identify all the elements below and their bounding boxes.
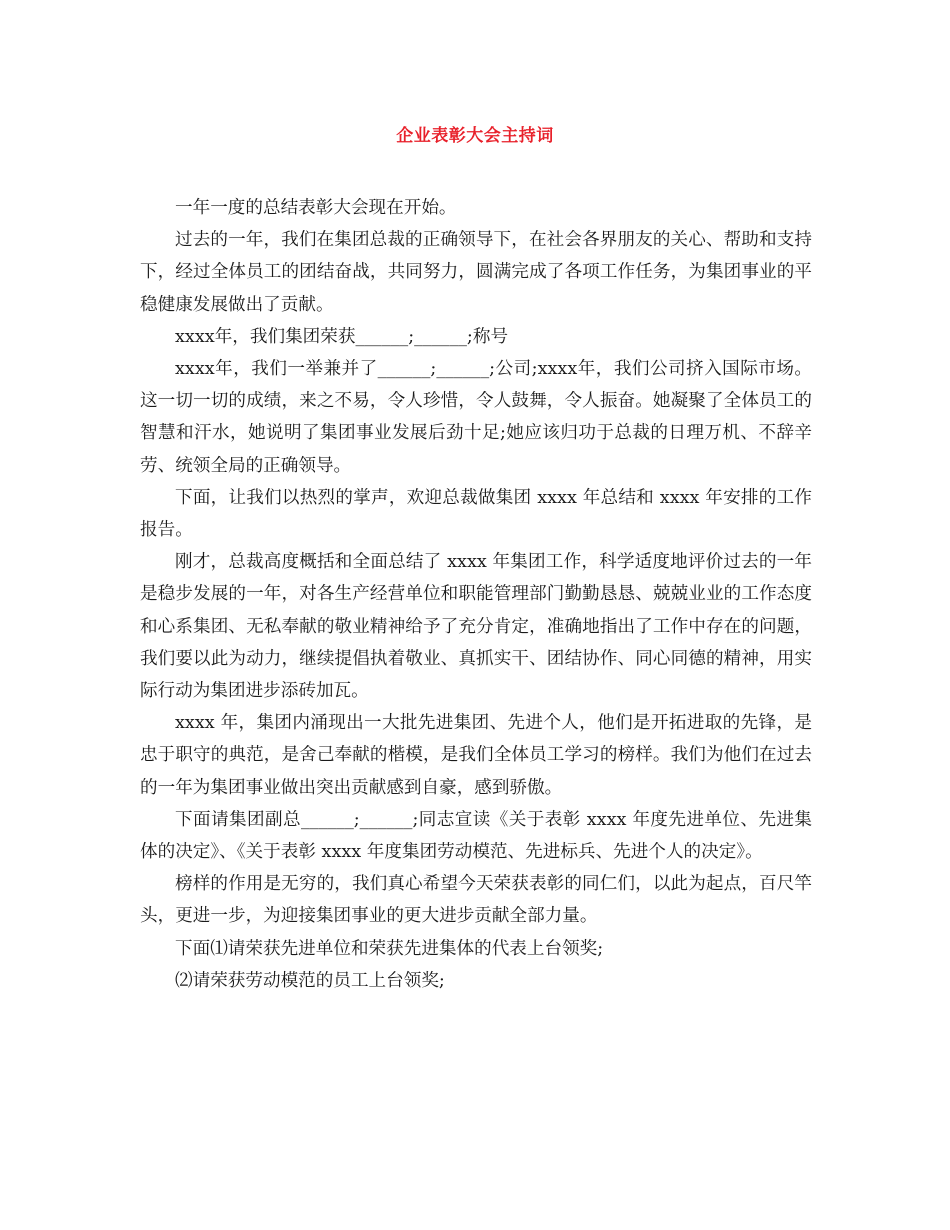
paragraph-past-year: 过去的一年，我们在集团总裁的正确领导下，在社会各界朋友的关心、帮助和支持下，经过全体员工的团结奋战，共同努力，圆满完成了各项工作任务，为集团事业的平稳健康发展做出了贡献。: [140, 230, 812, 315]
document-title: 企业表彰大会主持词: [396, 126, 554, 146]
paragraph-advanced-staff: xxxx 年，集团内涌现出一大批先进集团、先进个人，他们是开拓进取的先锋，是忠于职守的典范，是舍己奉献的楷模，是我们全体员工学习的榜样。我们为他们在过去的一年为集团事业做出突出贡献感到自豪，感到骄傲。: [140, 713, 812, 798]
paragraph-achievements: xxxx年，我们一举兼并了______;______;公司;xxxx年，我们公司挤入国际市场。这一切一切的成绩，来之不易，令人珍惜，令人鼓舞，令人振奋。她凝聚了全体员工的智慧和汗水，她说明了集团事业发展后劲十足;她应该归功于总裁的日理万机、不辞辛劳、统领全局的正确领导。: [140, 359, 812, 476]
document-body: [140, 192, 812, 997]
paragraph-president-report: 下面，让我们以热烈的掌声，欢迎总裁做集团 xxxx 年总结和 xxxx 年安排的工作报告。: [140, 487, 812, 541]
paragraph-award-step-1: 下面⑴请荣获先进单位和荣获先进集体的代表上台领奖;: [175, 938, 604, 959]
paragraph-role-models: 榜样的作用是无穷的，我们真心希望今天荣获表彰的同仁们，以此为起点，百尺竿头，更进一步，为迎接集团事业的更大进步贡献全部力量。: [140, 874, 812, 927]
paragraph-award-step-2: ⑵请荣获劳动模范的员工上台领奖;: [175, 970, 445, 991]
paragraph-honors: xxxx年，我们集团荣获______;______;称号: [175, 326, 509, 347]
paragraph-announcement: 下面请集团副总______;______;同志宣读《关于表彰 xxxx 年度先进单位、先进集体的决定》、《关于表彰 xxxx 年度集团劳动模范、先进标兵、先进个人的决定》。: [140, 809, 812, 863]
paragraph-report-summary: 刚才，总裁高度概括和全面总结了 xxxx 年集团工作，科学适度地评价过去的一年是稳步发展的一年，对各生产经营单位和职能管理部门勤勤恳恳、兢兢业业的工作态度和心系集团、无私奉献的敬业精神给予了充分肯定，准确地指出了工作中存在的问题，我们要以此为动力，继续提倡执着敬业、真抓实干、团结协作、同心同德的精神，用实际行动为集团进步添砖加瓦。: [140, 552, 812, 702]
paragraph-opening: 一年一度的总结表彰大会现在开始。: [175, 198, 457, 218]
